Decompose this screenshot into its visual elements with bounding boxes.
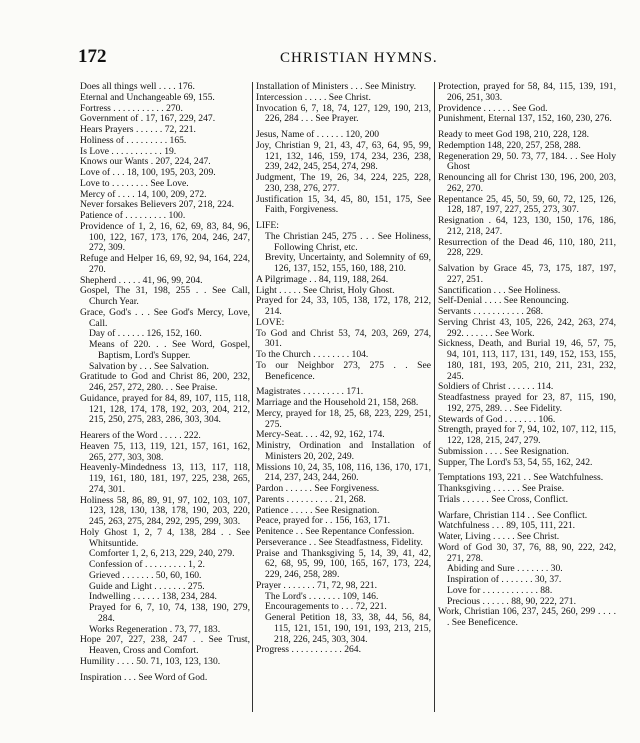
index-entry: Supper, The Lord's 53, 54, 55, 162, 242.	[438, 456, 593, 468]
index-entry: Government of . 17, 167, 229, 247.	[80, 113, 216, 125]
index-entry: Love of . . . 18, 100, 195, 203, 209.	[80, 167, 216, 178]
index-entry: Gratitude to God and Christ 86, 200, 232, 246, 257, 272, 280. . . See Praise.	[80, 371, 250, 393]
index-entry: Protection, prayed for 58, 84, 115, 139, 191, 206, 251, 303.	[438, 82, 616, 103]
index-entry: Self-Denial . . . . See Renouncing.	[438, 295, 569, 307]
index-subentry: Guide and Light . . . . . . . 275.	[89, 580, 205, 592]
index-entry: Hearers of the Word . . . . . 222.	[80, 430, 201, 441]
index-subentry: Day of . . . . . . 126, 152, 160.	[89, 328, 202, 340]
index-entry: Eternal and Unchangeable 69, 155.	[80, 91, 215, 103]
index-entry: Resurrection of the Dead 46, 110, 180, 211, 228, 229.	[438, 236, 616, 259]
index-entry: Does all things well . . . . 176.	[80, 82, 195, 92]
index-entry: Fortress . . . . . . . . . . . 270.	[80, 102, 183, 114]
index-entry: Love to . . . . . . . . See Love.	[80, 177, 189, 189]
index-entry: Renouncing all for Christ 130, 196, 200, 203, 262, 270.	[438, 172, 616, 194]
index-entry: Water, Living . . . . . See Christ.	[438, 531, 560, 542]
index-entry: Serving Christ 43, 105, 226, 242, 263, 274, 292. . . . . . . See Work.	[438, 316, 616, 339]
index-entry: Thanksgiving . . . . . . See Praise.	[438, 483, 565, 494]
index-entry: Redemption 148, 220, 257, 258, 288.	[438, 139, 581, 151]
index-entry: Resignation . 64, 123, 130, 150, 176, 186, 212, 218, 247.	[438, 215, 616, 237]
index-column-right	[438, 82, 616, 722]
index-entry: Humility . . . . 50. 71, 103, 123, 130.	[80, 655, 221, 667]
index-entry: Mercy of . . . . 14, 100, 209, 272.	[80, 188, 207, 200]
index-entry: Repentance 25, 45, 50, 59, 60, 72, 125, 126, 128, 187, 197, 227, 255, 273, 307.	[438, 193, 616, 216]
index-entry: Providence of 1, 2, 16, 62, 69, 83, 84, 96, 100, 122, 167, 173, 176, 204, 246, 247, 272, 309.	[80, 220, 250, 254]
index-entry: Installation of Ministers . . . See Ministry.	[256, 82, 417, 92]
index-entry: Gospel, The 31, 198, 255 . . See Call, Church Year.	[80, 285, 250, 307]
index-entry: Is Love . . . . . . . . . . . 19.	[80, 145, 177, 157]
index-entry: Soldiers of Christ . . . . . . 114.	[438, 381, 554, 393]
index-entry: Ready to meet God 198, 210, 228, 128.	[438, 129, 590, 140]
index-entry: Perseverance . . See Steadfastness, Fidelity.	[256, 536, 423, 548]
index-entry: Mercy-Seat. . . . 42, 92, 162, 174.	[256, 429, 385, 441]
index-entry: Regeneration 29, 50. 73, 77, 184. . . See Holy Ghost	[438, 150, 616, 173]
index-entry: Mercy, prayed for 18, 25, 68, 223, 229, 251, 275.	[256, 407, 431, 430]
index-entry: LIFE:	[256, 220, 279, 231]
index-entry: Shepherd . . . . . 41, 96, 99, 204.	[80, 274, 203, 286]
index-entry: Punishment, Eternal 137, 152, 160, 230, 276.	[438, 113, 612, 125]
index-entry: Joy, Christian 9, 21, 43, 47, 63, 64, 95, 99, 121, 132, 146, 159, 174, 234, 236, 238, 239, 242, 245, 254, 274, 298.	[256, 139, 431, 173]
index-entry: Word of God 30, 37, 76, 88, 90, 222, 242, 271, 278.	[438, 541, 616, 564]
index-subentry: The Lord's . . . . . . . 109, 146.	[265, 590, 379, 602]
index-entry: Grace, God's . . . See God's Mercy, Love, Call.	[80, 306, 250, 329]
index-entry: LOVE:	[256, 316, 285, 328]
index-entry: Salvation by Grace 45, 73, 175, 187, 197, 227, 251.	[438, 263, 616, 285]
index-entry: Hope 207, 227, 238, 247 . . See Trust, Heaven, Cross and Comfort.	[80, 634, 250, 656]
index-entry: Refuge and Helper 16, 69, 92, 94, 164, 224, 270.	[80, 253, 250, 275]
index-entry: Patience . . . . . See Resignation.	[256, 504, 380, 516]
index-entry: To the Church . . . . . . . . 104.	[256, 349, 369, 360]
index-entry: Heavenly-Mindedness 13, 113, 117, 118, 119, 161, 180, 181, 197, 225, 238, 265, 274, 301.	[80, 462, 250, 495]
index-subentry: Abiding and Sure . . . . . . . 30.	[447, 563, 563, 575]
index-subentry: Grieved . . . . . . . 50, 60, 160.	[89, 569, 202, 581]
index-entry: To God and Christ 53, 74, 203, 269, 274, 301.	[256, 327, 431, 350]
index-entry: Light . . . . . See Christ, Holy Ghost.	[256, 284, 395, 296]
index-subentry: Comforter 1, 2, 6, 213, 229, 240, 279.	[89, 548, 235, 560]
index-entry: Inspiration . . . See Word of God.	[80, 671, 208, 683]
index-entry: Peace, prayed for . . 156, 163, 171.	[256, 515, 391, 527]
index-entry: Holiness of . . . . . . . . . 165.	[80, 134, 187, 146]
index-subentry: Means of 220. . . See Word, Gospel, Baptism, Lord's Supper.	[89, 339, 250, 361]
index-entry: Patience of . . . . . . . . . 100.	[80, 210, 186, 221]
index-entry: Invocation 6, 7, 18, 74, 127, 129, 190, 213, 226, 284 . . . See Prayer.	[256, 102, 431, 125]
index-entry: Magistrates . . . . . . . . . 171.	[256, 386, 364, 398]
index-subentry: General Petition 18, 33, 38, 44, 56, 84, 115, 121, 151, 190, 191, 193, 213, 215, 218, 226, 245, 303, 304.	[265, 612, 431, 645]
index-subentry: Salvation by . . . See Salvation.	[89, 360, 209, 372]
index-entry: Parents . . . . . . . . . . 21, 268.	[256, 493, 366, 505]
index-entry: Guidance, prayed for 84, 89, 107, 115, 118, 121, 128, 174, 178, 192, 203, 204, 212, 215, 250, 275, 283, 286, 303, 304.	[80, 392, 250, 426]
index-entry: Sickness, Death, and Burial 19, 46, 57, 75, 94, 101, 113, 117, 131, 149, 152, 153, 155, 180, 181, 193, 205, 210, 211, 231, 232, 245.	[438, 338, 616, 382]
index-entry: Watchfulness . . . 89, 105, 111, 221.	[438, 520, 576, 532]
index-entry: Marriage and the Household 21, 158, 268.	[256, 397, 419, 408]
index-entry: Holy Ghost 1, 2, 7 4, 138, 284 . . See Whitsuntide.	[80, 526, 250, 549]
index-subentry: Encouragements to . . . 72, 221.	[265, 601, 387, 613]
index-entry: Pardon . . . . . . See Forgiveness.	[256, 483, 380, 494]
index-entry: Strength, prayed for 7, 94, 102, 107, 112, 115, 122, 128, 215, 247, 279.	[438, 424, 616, 446]
index-entry: A Pilgrimage . . 84, 119, 188, 264.	[256, 273, 389, 285]
index-entry: Missions 10, 24, 35, 108, 116, 136, 170, 171, 214, 237, 243, 244, 260.	[256, 461, 431, 484]
index-entry: Prayer . . . . . . . 71, 72, 98, 221.	[256, 579, 377, 591]
index-column-middle	[256, 82, 431, 722]
index-entry: Jesus, Name of . . . . . . 120, 200	[256, 129, 380, 140]
index-subentry: Works Regeneration . 73, 77, 183.	[89, 623, 221, 635]
running-title: CHRISTIAN HYMNS.	[280, 50, 438, 66]
page-number: 172	[78, 46, 107, 67]
column-divider	[434, 82, 435, 712]
index-entry: Trials . . . . . . See Cross, Conflict.	[438, 493, 568, 505]
index-entry: Praise and Thanksgiving 5, 14, 39, 41, 42, 62, 68, 95, 99, 100, 165, 167, 173, 224, 229, 246, 258, 289.	[256, 547, 431, 580]
index-entry: Penitence . . See Repentance Confession.	[256, 526, 415, 537]
index-entry: Ministry, Ordination and Installation of Ministers 20, 202, 249.	[256, 440, 431, 462]
index-entry: Submission . . . . See Resignation.	[438, 445, 569, 457]
index-entry: Knows our Wants . 207, 224, 247.	[80, 156, 211, 168]
index-entry: Never forsakes Believers 207, 218, 224.	[80, 199, 234, 211]
index-entry: Judgment, The 19, 26, 34, 224, 225, 228, 230, 238, 276, 277.	[256, 172, 431, 194]
index-subentry: Prayed for 6, 7, 10, 74, 138, 190, 279, 284.	[89, 602, 250, 624]
page-header	[0, 46, 640, 70]
column-divider	[252, 82, 253, 712]
index-entry: Intercession . . . . . See Christ.	[256, 91, 371, 103]
index-subentry: The Christian 245, 275 . . . See Holiness, Following Christ, etc.	[265, 230, 431, 253]
index-entry: Steadfastness prayed for 23, 87, 115, 190, 192, 275, 289. . . See Fidelity.	[438, 392, 616, 414]
index-entry: Justification 15, 34, 45, 80, 151, 175, See Faith, Forgiveness.	[256, 193, 431, 216]
index-entry: Work, Christian 106, 237, 245, 260, 299 . . . . . See Beneficence.	[438, 606, 616, 628]
index-entry: Prayed for 24, 33, 105, 138, 172, 178, 212, 214.	[256, 295, 431, 317]
index-entry: Sanctification . . . See Holiness.	[438, 284, 561, 296]
index-entry: To our Neighbor 273, 275 . . See Beneficence.	[256, 359, 431, 382]
index-entry: Stewards of God . . . . . . . 106.	[438, 413, 556, 425]
index-entry: Servants . . . . . . . . . . . 268.	[438, 306, 543, 317]
index-entry: Temptations 193, 221 . . See Watchfulness.	[438, 472, 604, 484]
index-subentry: Love for . . . . . . . . . . . . 88.	[447, 584, 553, 596]
index-subentry: Indwelling . . . . . . 138, 234, 284.	[89, 591, 217, 603]
index-subentry: Inspiration of . . . . . . . 30, 37.	[447, 574, 562, 585]
index-entry: Providence . . . . . . See God.	[438, 102, 548, 114]
index-entry: Progress . . . . . . . . . . . 264.	[256, 644, 361, 656]
index-subentry: Precious . . . . . . 88, 90, 222, 271.	[447, 595, 576, 607]
index-entry: Holiness 58, 86, 89, 91, 97, 102, 103, 107, 123, 128, 130, 138, 178, 190, 203, 220, 245, 263, 275, 284, 292, 295, 299, 303.	[80, 494, 250, 527]
index-subentry: Confession of . . . . . . . . . 1, 2.	[89, 559, 205, 570]
index-column-left	[80, 82, 250, 722]
index-entry: Hears Prayers . . . . . . 72, 221.	[80, 124, 196, 135]
index-entry: Heaven 75, 113, 119, 121, 157, 161, 162, 265, 277, 303, 308.	[80, 440, 250, 463]
index-subentry: Brevity, Uncertainty, and Solemnity of 69, 126, 137, 152, 155, 160, 188, 210.	[265, 252, 431, 274]
index-entry: Warfare, Christian 114 . . See Conflict.	[438, 509, 588, 521]
